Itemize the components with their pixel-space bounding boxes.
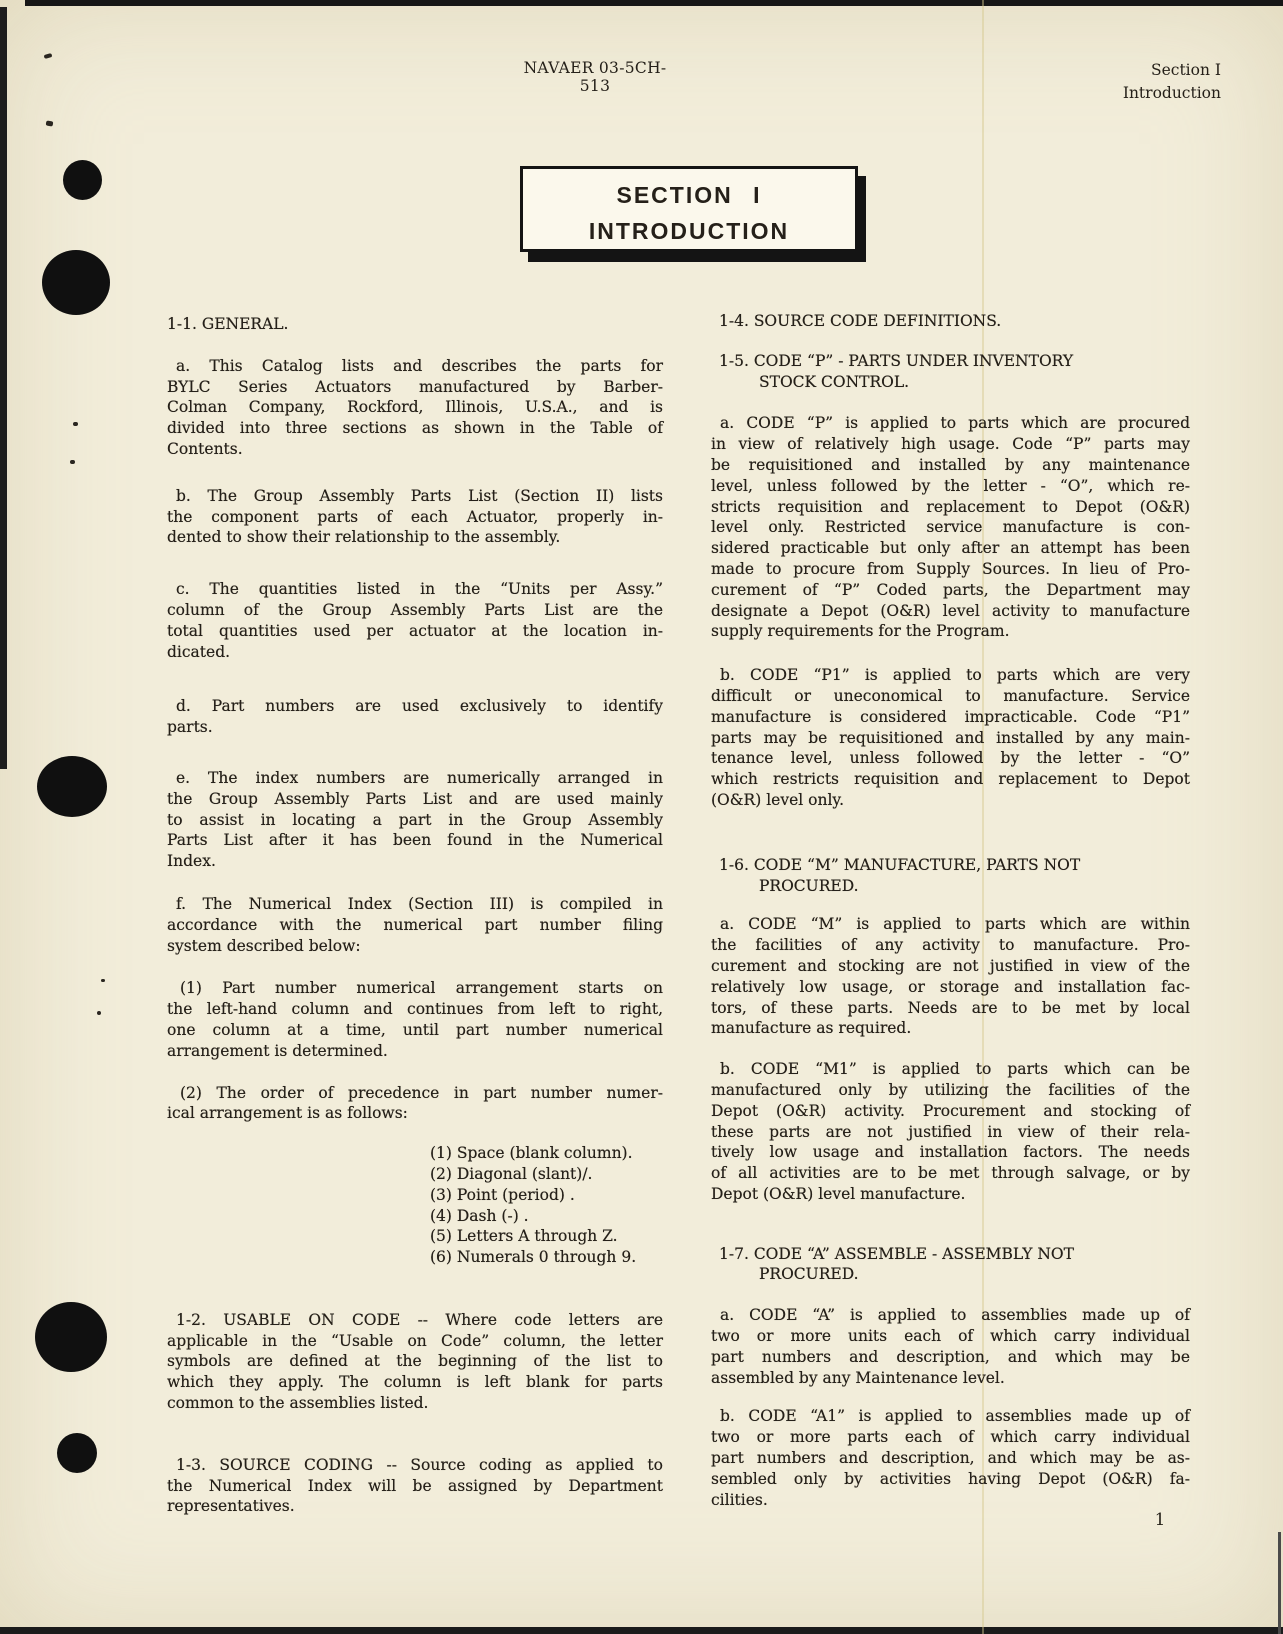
text-line: sidered practicable but only after an attempt has been <box>711 539 1190 558</box>
text-line: parts may be requisitioned and installed by any main- <box>711 728 1190 747</box>
text-line: Depot (O&R) activity. Procurement and stocking of <box>711 1101 1190 1120</box>
paragraph <box>167 894 663 956</box>
paragraph <box>167 1310 663 1414</box>
text-line: a. This Catalog lists and describes the parts for <box>176 356 663 375</box>
text-line: Index. <box>167 852 216 871</box>
text-line: a. CODE “M” is applied to parts which are within <box>720 915 1190 934</box>
paragraph <box>167 1455 663 1517</box>
paragraph <box>167 696 663 738</box>
text-line: Colman Company, Rockford, Illinois, U.S.A., and is <box>167 398 663 417</box>
text-line: representatives. <box>167 1497 295 1516</box>
header-subsection: Introduction <box>1122 84 1221 102</box>
text-line: common to the assemblies listed. <box>167 1394 429 1413</box>
page-edge-bottom <box>0 1627 1283 1634</box>
text-line: which they apply. The column is left blank for parts <box>167 1373 663 1392</box>
text-line: total quantities used per actuator at the location in- <box>167 621 663 640</box>
page-edge-right <box>1278 1532 1281 1634</box>
text-line: designate a Depot (O&R) level activity to manufacture <box>711 601 1190 620</box>
page-edge-left <box>0 7 7 769</box>
paragraph <box>167 486 663 548</box>
section-title-line1: SECTION I <box>616 182 762 208</box>
text-line: accordance with the numerical part number filing <box>167 915 663 934</box>
text-line: c. The quantities listed in the “Units per Assy.” <box>176 580 663 599</box>
text-line: level, unless followed by the letter - “O”, which re- <box>711 476 1190 495</box>
page-number: 1 <box>1154 1510 1166 1529</box>
ink-speck <box>73 422 78 426</box>
text-line: column of the Group Assembly Parts List are the <box>167 600 663 619</box>
text-line: level only. Restricted service manufacture is con- <box>711 518 1190 537</box>
text-line: to assist in locating a part in the Group Assembly <box>167 810 663 829</box>
text-line: these parts are not justified in view of their rela- <box>711 1122 1190 1141</box>
text-line: dented to show their relationship to the assembly. <box>167 528 561 547</box>
text-line: Parts List after it has been found in the Numerical <box>167 831 663 850</box>
paragraph <box>711 1305 1190 1388</box>
text-line: 1-5. CODE “P” - PARTS UNDER INVENTORY <box>719 351 1074 370</box>
text-line: sembled only by activities having Depot (O&R) fa- <box>711 1469 1190 1488</box>
text-line: b. CODE “P1” is applied to parts which are very <box>720 666 1190 685</box>
text-line: tenance level, unless followed by the letter - “O” <box>711 749 1190 768</box>
text-line: (4) Dash (-) . <box>430 1206 529 1225</box>
text-line: be requisitioned and installed by any maintenance <box>711 455 1190 474</box>
text-line: the left-hand column and continues from left to right, <box>167 1000 663 1019</box>
text-line: two or more units each of which carry individual <box>711 1327 1190 1346</box>
text-line: Contents. <box>167 439 243 458</box>
text-line: supply requirements for the Program. <box>711 622 1010 641</box>
text-line: system described below: <box>167 936 361 955</box>
paragraph <box>711 1059 1190 1205</box>
text-line: manufacture as required. <box>711 1019 912 1038</box>
text-line: tors, of these parts. Needs are to be met by local <box>711 998 1190 1017</box>
text-line: e. The index numbers are numerically arranged in <box>176 768 663 787</box>
text-line: one column at a time, until part number numerical <box>167 1020 663 1039</box>
text-line: Depot (O&R) level manufacture. <box>711 1184 966 1203</box>
sub-paragraph <box>167 978 663 1061</box>
ink-speck <box>97 1011 101 1015</box>
text-line: a. CODE “P” is applied to parts which are procured <box>720 414 1190 433</box>
text-line: PROCURED. <box>759 876 859 895</box>
paragraph-heading <box>167 314 663 335</box>
text-line: assembled by any Maintenance level. <box>711 1368 1005 1387</box>
text-line: in view of relatively high usage. Code “P” parts may <box>711 435 1190 454</box>
text-line: two or more parts each of which carry individual <box>711 1428 1190 1447</box>
text-line: ical arrangement is as follows: <box>167 1104 408 1123</box>
text-line: arrangement is determined. <box>167 1041 388 1060</box>
text-line: made to procure from Supply Sources. In lieu of Pro- <box>711 559 1190 578</box>
paragraph-heading <box>711 311 1190 332</box>
text-line: STOCK CONTROL. <box>759 372 910 391</box>
sub-paragraph <box>167 1083 663 1125</box>
text-line: BYLC Series Actuators manufactured by Barber- <box>167 377 663 396</box>
text-line: b. CODE “M1” is applied to parts which can be <box>720 1060 1190 1079</box>
text-line: (O&R) level only. <box>711 790 845 809</box>
binder-hole-dot <box>63 160 102 200</box>
paragraph-heading <box>711 1244 1190 1286</box>
binder-hole-dot <box>42 250 110 315</box>
text-line: the Numerical Index will be assigned by Department <box>167 1476 663 1495</box>
text-line: difficult or uneconomical to manufacture. Service <box>711 686 1190 705</box>
right-column <box>711 311 1190 1510</box>
text-line: d. Part numbers are used exclusively to identify <box>176 697 663 716</box>
ordered-list <box>167 1143 663 1268</box>
text-line: manufactured only by utilizing the facilities of the <box>711 1080 1190 1099</box>
text-line: stricts requisition and replacement to Depot (O&R) <box>711 497 1190 516</box>
text-line: 1-6. CODE “M” MANUFACTURE, PARTS NOT <box>719 855 1081 874</box>
text-line: f. The Numerical Index (Section III) is compiled in <box>176 894 663 913</box>
text-line: part numbers and description, and which may be <box>711 1347 1190 1366</box>
paragraph-heading <box>711 855 1190 897</box>
text-line: b. CODE “A1” is applied to assemblies made up of <box>720 1407 1190 1426</box>
text-line: relatively low usage, or storage and installation fac- <box>711 977 1190 996</box>
text-line: dicated. <box>167 642 231 661</box>
paragraph <box>711 665 1190 811</box>
text-line: the Group Assembly Parts List and are used mainly <box>167 789 663 808</box>
binder-hole-dot <box>35 1302 107 1372</box>
text-line: b. The Group Assembly Parts List (Section II) lists <box>176 486 663 505</box>
text-line: 1-2. USABLE ON CODE -- Where code letters are <box>176 1310 663 1329</box>
text-line: manufacture is considered impracticable. Code “P1” <box>711 707 1190 726</box>
section-title-box <box>520 166 858 252</box>
left-column <box>167 314 663 1517</box>
text-line: (2) The order of precedence in part number numer- <box>180 1083 663 1102</box>
header-section-block <box>1000 59 1221 105</box>
text-line: (1) Space (blank column). <box>430 1144 633 1163</box>
text-line: 1-3. SOURCE CODING -- Source coding as applied to <box>176 1455 663 1474</box>
text-line: curement of “P” Coded parts, the Department may <box>711 580 1190 599</box>
ink-speck <box>44 53 53 59</box>
text-line: curement and stocking are not justified in view of the <box>711 956 1190 975</box>
section-title-line2: INTRODUCTION <box>588 218 790 244</box>
text-line: (2) Diagonal (slant)/. <box>430 1164 593 1183</box>
text-line: part numbers and description, and which may be as- <box>711 1449 1190 1468</box>
text-line: a. CODE “A” is applied to assemblies made up of <box>720 1306 1190 1325</box>
ink-speck <box>70 460 75 464</box>
paragraph <box>711 413 1190 642</box>
ink-speck <box>46 120 54 126</box>
text-line: PROCURED. <box>759 1265 859 1284</box>
binder-hole-dot <box>57 1433 97 1473</box>
binder-hole-dot <box>37 756 107 817</box>
text-line: which restricts requisition and replacement to Depot <box>711 770 1190 789</box>
text-line: applicable in the “Usable on Code” column, the letter <box>167 1331 663 1350</box>
text-line: tively low usage and installation factors. The needs <box>711 1143 1190 1162</box>
text-line: 1-4. SOURCE CODE DEFINITIONS. <box>719 312 1002 330</box>
text-line: 1-1. GENERAL. <box>167 315 289 333</box>
text-line: (5) Letters A through Z. <box>430 1227 618 1246</box>
header-section: Section I <box>1150 61 1221 79</box>
paragraph <box>167 768 663 872</box>
paragraph <box>711 914 1190 1039</box>
paragraph <box>167 579 663 662</box>
text-line: symbols are defined at the beginning of the list to <box>167 1352 663 1371</box>
paragraph <box>167 356 663 460</box>
paragraph <box>711 1406 1190 1510</box>
ink-speck <box>101 979 105 982</box>
text-line: (6) Numerals 0 through 9. <box>430 1248 637 1267</box>
text-line: of all activities are to be met through salvage, or by <box>711 1164 1190 1183</box>
text-line: (1) Part number numerical arrangement starts on <box>180 979 663 998</box>
document-number: NAVAER 03-5CH-513 <box>523 59 667 95</box>
text-line: (3) Point (period) . <box>430 1185 575 1204</box>
page-edge-top <box>25 0 1283 6</box>
text-line: the facilities of any activity to manufacture. Pro- <box>711 936 1190 955</box>
paragraph-heading <box>711 351 1190 393</box>
text-line: parts. <box>167 718 213 737</box>
text-line: cilities. <box>711 1490 768 1509</box>
text-line: the component parts of each Actuator, properly in- <box>167 507 663 526</box>
text-line: divided into three sections as shown in the Table of <box>167 419 663 438</box>
text-line: 1-7. CODE “A” ASSEMBLE - ASSEMBLY NOT <box>719 1244 1074 1263</box>
